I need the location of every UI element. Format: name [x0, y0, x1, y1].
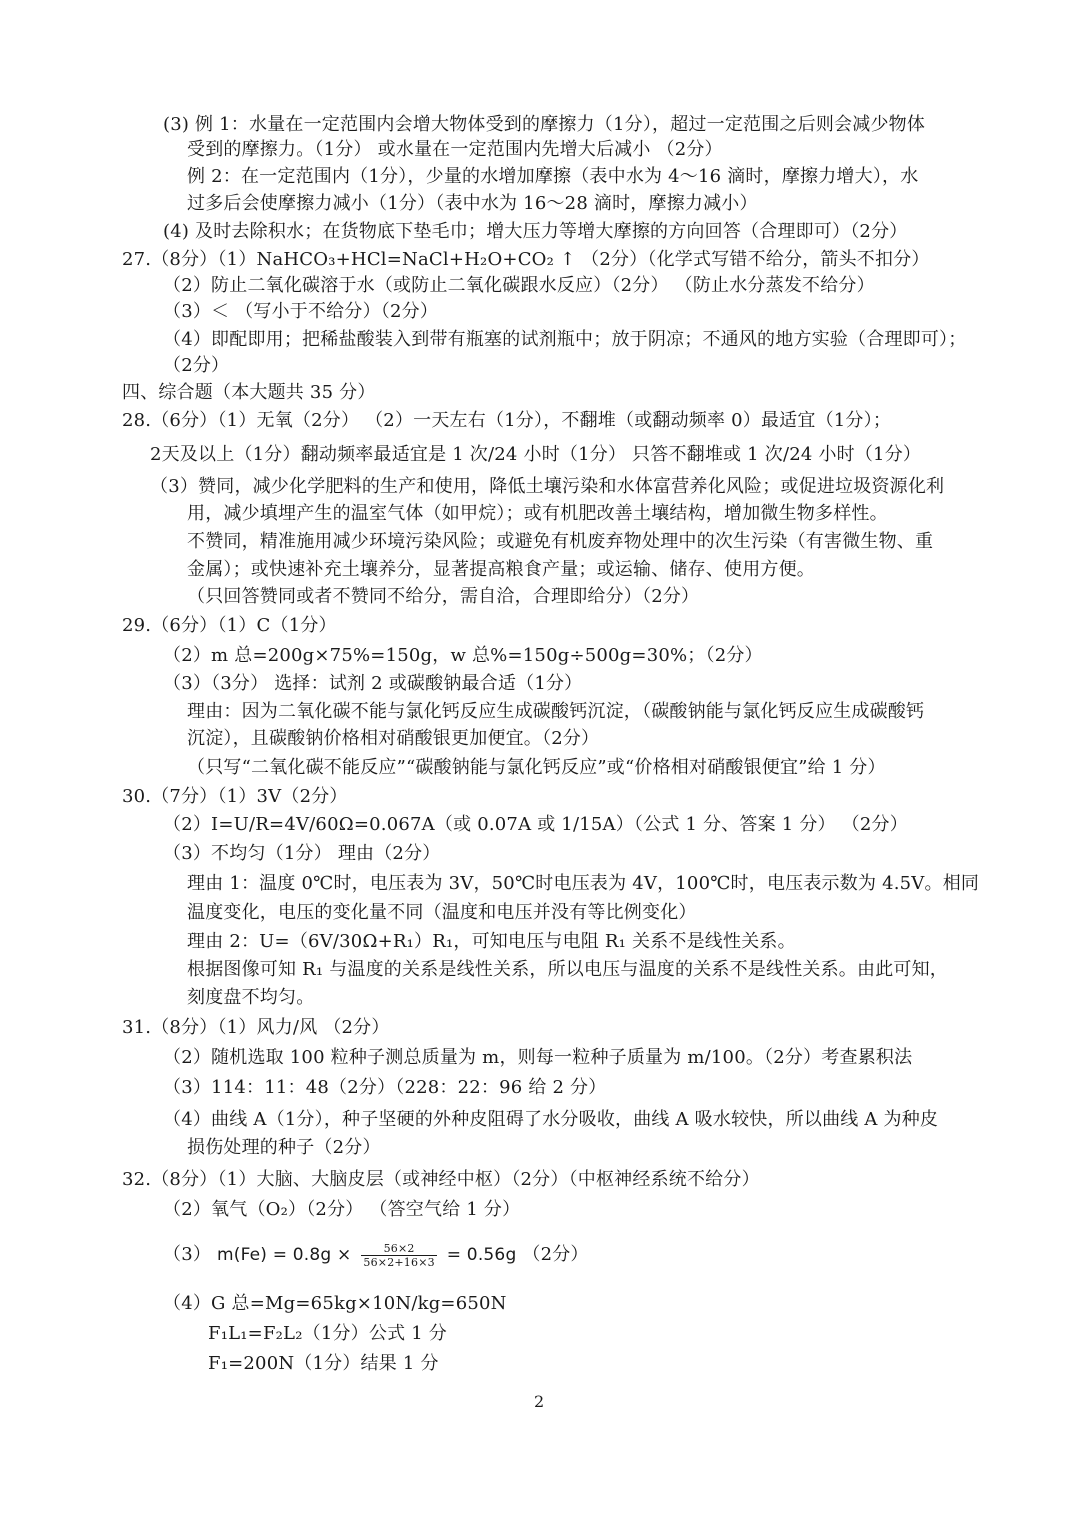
text-line: （只写“二氧化碳不能反应”“碳酸钠能与氯化钙反应”或“价格相对硝酸银便宜”给 1 分）: [187, 757, 886, 778]
text-line: （2）m 总=200g×75%=150g，w 总%=150g÷500g=30%；（2分）: [163, 645, 763, 666]
text-line: F₁=200N（1分）结果 1 分: [208, 1353, 439, 1374]
text-line: （2）氧气（O₂）（2分） （答空气给 1 分）: [163, 1199, 521, 1220]
text-line: （3）赞同，减少化学肥料的生产和使用，降低土壤污染和水体富营养化风险；或促进垃圾资源化利: [150, 476, 945, 497]
question-32-line: 32.（8分）（1）大脑、大脑皮层（或神经中枢）（2分）（中枢神经系统不给分）: [122, 1169, 760, 1190]
text-line: 用，减少填埋产生的温室气体（如甲烷）；或有机肥改善土壤结构，增加微生物多样性。: [187, 503, 888, 524]
text-line: 温度变化，电压的变化量不同（温度和电压并没有等比例变化）: [187, 902, 697, 923]
text-line: 受到的摩擦力。（1分） 或水量在一定范围内先增大后减小 （2分）: [187, 139, 723, 160]
text-line: 理由 2：U=（6V/30Ω+R₁）R₁，可知电压与电阻 R₁ 关系不是线性关系。: [187, 931, 796, 952]
iron-mass-equation: [163, 1238, 589, 1272]
equation-fraction: [361, 1242, 436, 1269]
question-31-line: 31.（8分）（1）风力/风 （2分）: [122, 1017, 390, 1038]
text-line: 2天及以上（1分）翻动频率最适宜是 1 次/24 小时（1分） 只答不翻堆或 1 次/24 小时（1分）: [150, 444, 922, 465]
text-line: （3）（3分） 选择：试剂 2 或碳酸钠最合适（1分）: [163, 673, 583, 694]
text-line: （3）不均匀（1分） 理由（2分）: [163, 843, 441, 864]
text-line: （3）114：11：48（2分）（228：22：96 给 2 分）: [163, 1077, 607, 1098]
text-line: （4）即配即用；把稀盐酸装入到带有瓶塞的试剂瓶中；放于阴凉；不通风的地方实验（合理即可）；: [163, 329, 967, 350]
fraction-denominator: 56×2+16×3: [363, 1255, 435, 1269]
text-line: 理由 1：温度 0℃时，电压表为 3V，50℃时电压表为 4V，100℃时，电压表示数为 4.5V。相同: [187, 873, 980, 894]
question-29-line: 29.（6分）（1）C（1分）: [122, 615, 337, 636]
text-line: 根据图像可知 R₁ 与温度的关系是线性关系，所以电压与温度的关系不是线性关系。由此可知，: [187, 959, 949, 980]
text-line: （2）随机选取 100 粒种子测总质量为 m，则每一粒种子质量为 m/100。（2分）考查累积法: [163, 1047, 913, 1068]
text-line: （3）＜ （写小于不给分）（2分）: [163, 301, 439, 322]
text-line: 不赞同，精准施用减少环境污染风险；或避免有机废弃物处理中的次生污染（有害微生物、重: [187, 531, 934, 552]
text-line: （4）曲线 A（1分），种子坚硬的外种皮阻碍了水分吸收，曲线 A 吸水较快，所以曲线 A 为种皮: [163, 1109, 939, 1130]
equation-rhs: = 0.56g: [446, 1245, 517, 1265]
text-line: (3) 例 1：水量在一定范围内会增大物体受到的摩擦力（1分），超过一定范围之后则会减少物体: [163, 114, 926, 135]
fraction-numerator: 56×2: [361, 1242, 436, 1256]
text-line: 沉淀），且碳酸钠价格相对硝酸银更加便宜。（2分）: [187, 728, 600, 749]
text-line: 例 2：在一定范围内（1分），少量的水增加摩擦（表中水为 4～16 滴时，摩擦力增大），水: [187, 166, 919, 187]
text-line: 金属）；或快速补充土壤养分，显著提高粮食产量；或运输、储存、使用方便。: [187, 559, 815, 580]
equation-lhs: m(Fe) = 0.8g ×: [216, 1245, 352, 1265]
text-line: 损伤处理的种子（2分）: [187, 1137, 381, 1158]
text-line: （只回答赞同或者不赞同不给分，需自洽，合理即给分）（2分）: [187, 586, 700, 607]
text-line: 理由：因为二氧化碳不能与氯化钙反应生成碳酸钙沉淀，（碳酸钠能与氯化钙反应生成碳酸钙: [187, 701, 925, 722]
page-number: 2: [534, 1392, 545, 1411]
text-line: （2）I=U/R=4V/60Ω=0.067A（或 0.07A 或 1/15A）（公式 1 分、答案 1 分） （2分）: [163, 814, 908, 835]
text-line: 刻度盘不均匀。: [187, 987, 315, 1008]
text-line: （4）G 总=Mg=65kg×10N/kg=650N: [163, 1293, 507, 1314]
text-line: 过多后会使摩擦力减小（1分）（表中水为 16～28 滴时，摩擦力减小）: [187, 193, 758, 214]
equation-score: （2分）: [522, 1244, 589, 1265]
section-heading: 四、综合题（本大题共 35 分）: [122, 382, 376, 403]
text-line: (4) 及时去除积水；在货物底下垫毛巾；增大压力等增大摩擦的方向回答（合理即可）（2分）: [163, 221, 908, 242]
text-line: （2）防止二氧化碳溶于水（或防止二氧化碳跟水反应）（2分） （防止水分蒸发不给分）: [163, 275, 875, 296]
equation-prefix: （3）: [163, 1244, 212, 1265]
question-28-line: 28.（6分）（1）无氧（2分） （2）一天左右（1分），不翻堆（或翻动频率 0）最适宜（1分）；: [122, 410, 892, 431]
text-line: F₁L₁=F₂L₂（1分）公式 1 分: [208, 1323, 447, 1344]
question-30-line: 30.（7分）（1）3V（2分）: [122, 786, 348, 807]
text-line: （2分）: [163, 355, 230, 376]
question-27-line: 27.（8分）（1）NaHCO₃+HCl=NaCl+H₂O+CO₂ ↑ （2分）（化学式写错不给分，箭头不扣分）: [122, 249, 930, 270]
